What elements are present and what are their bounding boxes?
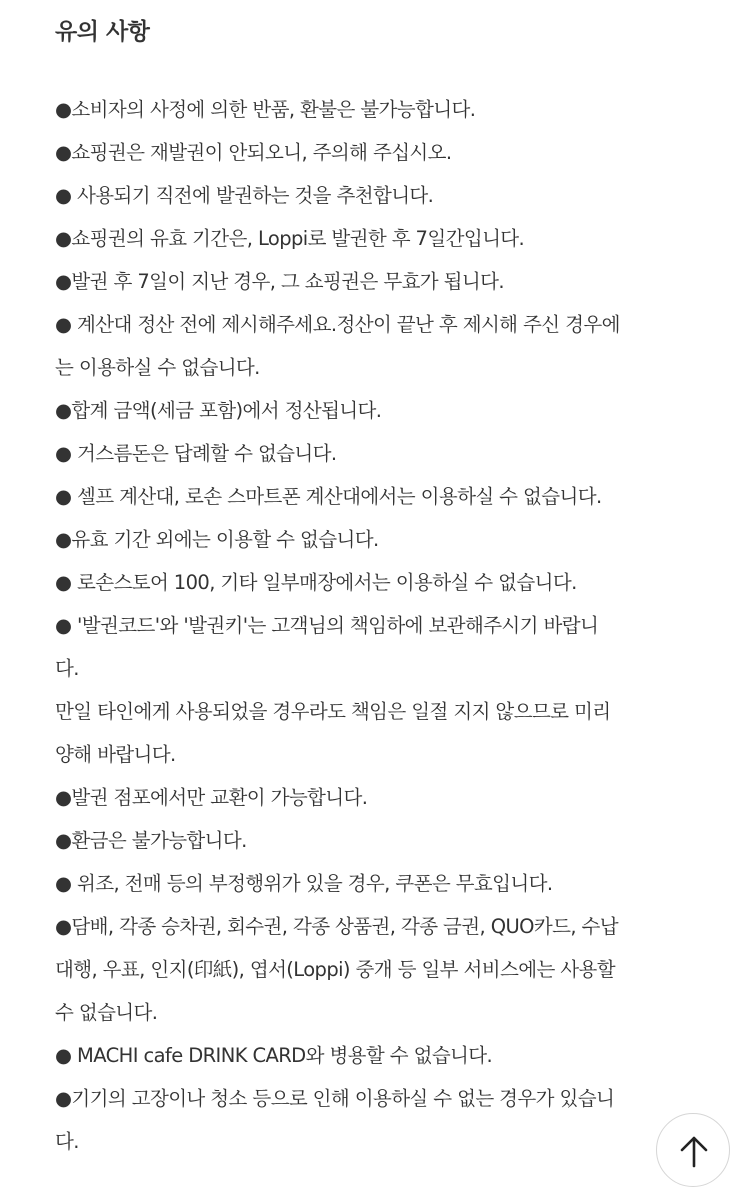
notice-line: 양해 바랍니다. <box>55 743 176 766</box>
scroll-to-top-button[interactable] <box>656 1113 730 1187</box>
notice-line: ●쇼핑권의 유효 기간은, Loppi로 발권한 후 7일간입니다. <box>55 227 525 250</box>
notice-list <box>55 88 698 1163</box>
notice-line: 수 없습니다. <box>55 1001 158 1024</box>
notice-line: ● 계산대 정산 전에 제시해주세요.정산이 끝난 후 제시해 주신 경우에 <box>55 313 620 336</box>
arrow-up-icon <box>679 1134 709 1168</box>
notice-line: 만일 타인에게 사용되었을 경우라도 책임은 일절 지지 않으므로 미리 <box>55 700 611 723</box>
notice-line: ● 사용되기 직전에 발권하는 것을 추천합니다. <box>55 184 434 207</box>
notice-line: ● 로손스토어 100, 기타 일부매장에서는 이용하실 수 없습니다. <box>55 571 577 594</box>
notice-line: ● 위조, 전매 등의 부정행위가 있을 경우, 쿠폰은 무효입니다. <box>55 872 553 895</box>
notice-line: ● '발권코드'와 '발권키'는 고객님의 책임하에 보관해주시기 바랍니 <box>55 614 599 637</box>
notice-line: ●발권 후 7일이 지난 경우, 그 쇼핑권은 무효가 됩니다. <box>55 270 504 293</box>
notice-line: 다. <box>55 657 79 680</box>
notice-line: ●합계 금액(세금 포함)에서 정산됩니다. <box>55 399 382 422</box>
notice-line: 는 이용하실 수 없습니다. <box>55 356 260 379</box>
notice-line: ●담배, 각종 승차권, 회수권, 각종 상품권, 각종 금권, QUO카드, 수납 <box>55 915 619 938</box>
notice-line: 대행, 우표, 인지(印紙), 엽서(Loppi) 중개 등 일부 서비스에는 사용할 <box>55 958 616 981</box>
notice-line: ●유효 기간 외에는 이용할 수 없습니다. <box>55 528 379 551</box>
page-title: 유의 사항 <box>55 19 150 45</box>
notice-line: ● MACHI cafe DRINK CARD와 병용할 수 없습니다. <box>55 1044 493 1067</box>
notice-line: ● 거스름돈은 답례할 수 없습니다. <box>55 442 337 465</box>
notice-line: ●소비자의 사정에 의한 반품, 환불은 불가능합니다. <box>55 98 476 121</box>
notice-line: ●환금은 불가능합니다. <box>55 829 247 852</box>
notice-line: ●발권 점포에서만 교환이 가능합니다. <box>55 786 368 809</box>
notice-line: ● 셀프 계산대, 로손 스마트폰 계산대에서는 이용하실 수 없습니다. <box>55 485 602 508</box>
notice-line: ●쇼핑권은 재발권이 안되오니, 주의해 주십시오. <box>55 141 452 164</box>
notice-line: ●기기의 고장이나 청소 등으로 인해 이용하실 수 없는 경우가 있습니 <box>55 1087 615 1110</box>
notice-line: 다. <box>55 1130 79 1153</box>
